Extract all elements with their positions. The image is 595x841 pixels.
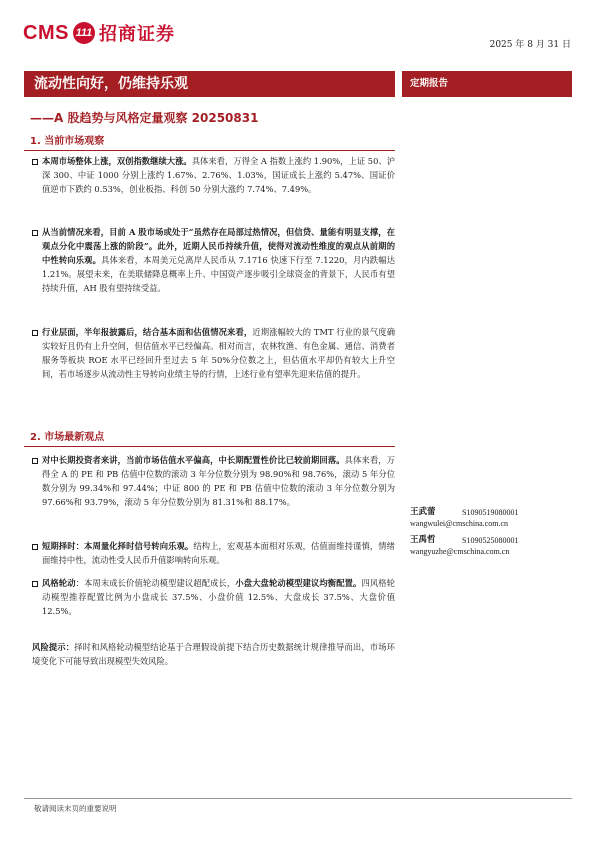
- bullet-bold-text: 本周市场整体上涨，双创指数继续大涨。: [42, 156, 192, 166]
- bullet-valuation: [32, 454, 395, 510]
- analyst-email[interactable]: wangwulei@cmschina.com.cn: [410, 519, 509, 528]
- bullet-square-icon: [32, 230, 38, 236]
- analyst-card: [410, 535, 518, 557]
- bullet-market-summary: [32, 155, 395, 197]
- bullet-square-icon: [32, 544, 38, 550]
- bullet-bold-text: 对中长期投资者来讲，当前市场估值水平偏高，中长期配置性价比已较前期回落。: [42, 455, 345, 465]
- analyst-card: [410, 507, 518, 529]
- bullet-text: ：本周末成长价值轮动模型建议超配成长，: [75, 578, 236, 588]
- bullet-square-icon: [32, 458, 38, 464]
- risk-warning: [32, 640, 395, 668]
- bullet-text: 具体来看，万得全 A 指数上涨约 1.90%，上证 50、沪深 300、中证 1000 分别上涨约 1.67%、2.76%、1.03%，国证成长上涨约 5.47%、国证价值逆市下跌约 0.53%，创业板指、科创 50 分别大涨约 7.74%、7.49%。: [42, 156, 395, 194]
- bullet-bold-text: 行业层面，半年报披露后，结合基本面和估值情况来看，: [42, 327, 253, 337]
- logo-mark-icon: 111: [73, 22, 95, 44]
- report-date: 2025 年 8 月 31 日: [489, 40, 571, 50]
- section-heading-2: 2. 市场最新观点: [24, 430, 395, 447]
- bullet-square-icon: [32, 330, 38, 336]
- analyst-name: 王禹哲: [410, 535, 436, 545]
- bullet-square-icon: [32, 159, 38, 165]
- risk-label: 风险提示：: [32, 642, 75, 652]
- report-subtitle: ——A 股趋势与风格定量观察 20250831: [30, 111, 259, 125]
- analyst-name: 王武蕾: [410, 507, 436, 517]
- analyst-cert: S1090525080001: [462, 536, 519, 545]
- report-title: 流动性向好，仍维持乐观: [24, 71, 395, 97]
- company-logo: [23, 19, 175, 47]
- bullet-bold-text: 短期择时：本周量化择时信号转向乐观。: [42, 541, 194, 551]
- footer-divider: [24, 798, 572, 799]
- bullet-bold-text: 风格轮动: [42, 578, 76, 588]
- risk-text: 择时和风格轮动模型结论基于合理假设前提下结合历史数据统计规律推导而出，市场环境变化下可能导致出现模型失效风险。: [32, 642, 395, 666]
- bullet-industry: [32, 326, 395, 382]
- bullet-text: 四风格轮动模型推荐配置比例为小盘成长 37.5%、小盘价值 12.5%、大盘成长 37.5%、大盘价值 12.5%。: [42, 578, 395, 616]
- analyst-cert: S1090519080001: [462, 508, 519, 517]
- bullet-market-stage: [32, 226, 395, 296]
- bullet-text: 近期涨幅较大的 TMT 行业的景气度确实较好且仍有上升空间，但估值水平已经偏高。相对而言，农林牧渔、有色金属、通信、消费者服务等板块 ROE 水平已经回升至过去 5 年 50%分位数之上，但估值水平却仍有较大上升空间，若市场逐步从流动性主导转向业绩主导的行情，上述行业有望率先迎来估值的提升。: [42, 327, 395, 379]
- logo-text-cn: 招商证券: [98, 24, 175, 45]
- analyst-email[interactable]: wangyuzhe@cmschina.com.cn: [410, 547, 510, 556]
- bullet-timing: [32, 540, 395, 568]
- footer-note: 敬请阅读末页的重要说明: [34, 804, 117, 813]
- section-heading-1: 1. 当前市场观察: [24, 134, 395, 151]
- bullet-bold-text: 小盘大盘轮动模型建议均衡配置。: [235, 578, 362, 588]
- bullet-text: 具体来看，本周美元兑离岸人民币从 7.1716 快速下行至 7.1220，月内跌幅达 1.21%。展望未来，在美联储降息概率上升、中国资产逐步吸引全球资金的背景下，人民币有望持续升值，AH 股有望持续受益。: [42, 254, 395, 293]
- logo-text-cms: CMS: [23, 21, 69, 44]
- bullet-style-rotation: [32, 577, 395, 619]
- bullet-text: 具体来看，万得全 A 的 PE 和 PB 估值中位数的滚动 3 年分位数分别为 98.90%和 98.76%，滚动 5 年分位数分别为 99.34%和 97.44%；中证 800 的 PE 和 PB 估值中位数的滚动 3 年分位数分别为 97.66%和 93.79%，滚动 5 年分位数分别为 81.31%和 88.17%。: [42, 455, 395, 507]
- bullet-text: 结构上，宏观基本面相对乐观，估值面维持谨慎，情绪面维持中性，流动性受人民币升值影响转向乐观。: [42, 541, 395, 565]
- bullet-bold-text: 从当前情况来看，目前 A 股市场或处于“虽然存在局部过热情况，但信贷、量能有明显支撑，在观点分化中震荡上涨的阶段”。此外，近期人民币持续升值，使得对流动性维度的观点从前期的中性转向乐观。: [42, 227, 395, 265]
- bullet-square-icon: [32, 581, 38, 587]
- report-type-label: 定期报告: [402, 71, 572, 97]
